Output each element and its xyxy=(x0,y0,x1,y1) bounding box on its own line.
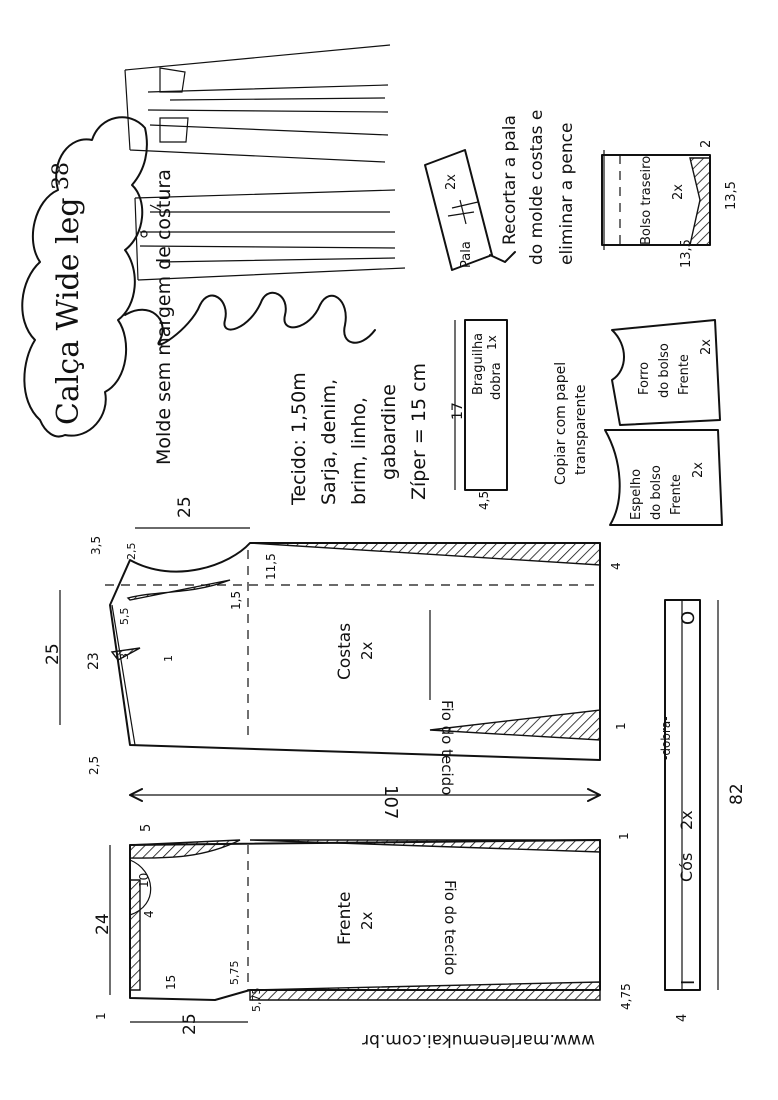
pattern-title: Calça Wide leg xyxy=(51,197,86,425)
svg-text:5,75: 5,75 xyxy=(228,960,241,985)
svg-text:4: 4 xyxy=(675,1013,690,1022)
svg-text:107: 107 xyxy=(380,785,401,820)
svg-text:Recortar a pala: Recortar a pala xyxy=(500,115,520,245)
svg-text:eliminar a pence: eliminar a pence xyxy=(557,122,577,265)
trouser-front-sketch xyxy=(135,190,405,280)
braguilha-piece xyxy=(450,320,507,510)
svg-text:Espelho: Espelho xyxy=(629,468,644,520)
svg-text:1: 1 xyxy=(94,1012,108,1020)
svg-text:transparente: transparente xyxy=(573,384,589,475)
trouser-back-sketch xyxy=(125,45,390,162)
svg-text:5,5: 5,5 xyxy=(118,607,131,625)
svg-text:-dobra-: -dobra- xyxy=(659,716,673,760)
svg-text:10: 10 xyxy=(137,872,151,888)
svg-text:dobra: dobra xyxy=(489,362,504,400)
pattern-size: 38 xyxy=(49,162,74,190)
svg-text:24: 24 xyxy=(93,913,113,935)
svg-text:2x: 2x xyxy=(358,641,376,660)
svg-text:Forro: Forro xyxy=(637,361,652,395)
length-dimension xyxy=(130,785,600,819)
svg-text:Pala: Pala xyxy=(459,241,474,268)
svg-text:I: I xyxy=(678,979,699,985)
bolso-traseiro-piece xyxy=(602,140,739,268)
svg-text:5: 5 xyxy=(139,823,154,832)
svg-text:2x: 2x xyxy=(699,339,714,355)
svg-text:2x: 2x xyxy=(671,184,686,200)
website-credit: www.marlenemukai.com.br xyxy=(362,1030,595,1050)
svg-text:Sarja, denim,: Sarja, denim, xyxy=(318,378,340,505)
svg-text:2x: 2x xyxy=(358,911,376,930)
costas-piece xyxy=(43,496,628,795)
svg-text:2,5: 2,5 xyxy=(87,755,101,775)
svg-text:Bolso traseiro: Bolso traseiro xyxy=(639,155,654,245)
svg-text:Fio do tecido: Fio do tecido xyxy=(438,700,456,796)
svg-text:brim, linho,: brim, linho, xyxy=(348,396,370,505)
svg-text:do molde costas e: do molde costas e xyxy=(527,109,547,265)
svg-text:2x: 2x xyxy=(677,810,696,830)
svg-text:3,5: 3,5 xyxy=(89,535,103,555)
svg-text:1: 1 xyxy=(162,655,175,662)
svg-text:4: 4 xyxy=(142,910,156,918)
svg-text:2x: 2x xyxy=(444,174,459,190)
frente-piece xyxy=(93,824,633,1035)
svg-text:1,5: 1,5 xyxy=(229,590,243,610)
svg-text:4,5: 4,5 xyxy=(477,490,491,510)
svg-text:25: 25 xyxy=(180,1013,200,1035)
yoke-note xyxy=(490,110,577,265)
svg-text:Costas: Costas xyxy=(335,622,355,680)
svg-text:11,5: 11,5 xyxy=(264,553,278,580)
svg-text:2: 2 xyxy=(699,139,714,148)
svg-text:82: 82 xyxy=(727,783,747,805)
svg-text:15: 15 xyxy=(164,974,178,990)
copy-note xyxy=(553,362,589,485)
svg-text:Zíper = 15 cm: Zíper = 15 cm xyxy=(408,362,430,500)
svg-text:Frente: Frente xyxy=(677,354,692,395)
svg-text:Molde sem margem de costura: Molde sem margem de costura xyxy=(153,169,175,465)
svg-text:gabardine: gabardine xyxy=(378,384,400,480)
cos-piece xyxy=(659,600,747,1022)
svg-text:Fio do tecido: Fio do tecido xyxy=(441,880,459,976)
svg-text:Copiar com papel: Copiar com papel xyxy=(553,361,569,485)
svg-text:O: O xyxy=(678,610,699,625)
forro-bolso-piece xyxy=(612,320,720,425)
svg-text:Braguilha: Braguilha xyxy=(471,332,486,395)
svg-text:13,5: 13,5 xyxy=(724,181,739,210)
pala-piece xyxy=(425,150,492,270)
svg-text:2x: 2x xyxy=(691,462,706,478)
svg-text:25: 25 xyxy=(175,496,195,518)
espelho-bolso-piece xyxy=(605,430,722,525)
svg-text:Cós: Cós xyxy=(677,852,696,882)
svg-text:2,5: 2,5 xyxy=(125,542,138,560)
svg-text:4,75: 4,75 xyxy=(619,983,633,1010)
svg-text:23: 23 xyxy=(86,652,102,670)
svg-text:Tecido: 1,50m: Tecido: 1,50m xyxy=(288,372,310,505)
svg-text:4: 4 xyxy=(609,562,623,570)
svg-text:25: 25 xyxy=(43,643,63,665)
svg-text:17: 17 xyxy=(450,402,466,420)
svg-text:Frente: Frente xyxy=(669,474,684,515)
svg-text:1: 1 xyxy=(617,832,631,840)
svg-text:1x: 1x xyxy=(485,335,499,350)
svg-text:3: 3 xyxy=(118,653,131,660)
svg-text:do bolso: do bolso xyxy=(657,343,672,398)
svg-text:Frente: Frente xyxy=(335,891,355,945)
svg-text:1: 1 xyxy=(614,722,628,730)
fabric-note xyxy=(288,363,430,506)
svg-text:5,75: 5,75 xyxy=(250,987,263,1012)
svg-text:do bolso: do bolso xyxy=(649,465,664,520)
svg-text:13,5: 13,5 xyxy=(679,239,694,268)
seam-note xyxy=(153,169,175,465)
